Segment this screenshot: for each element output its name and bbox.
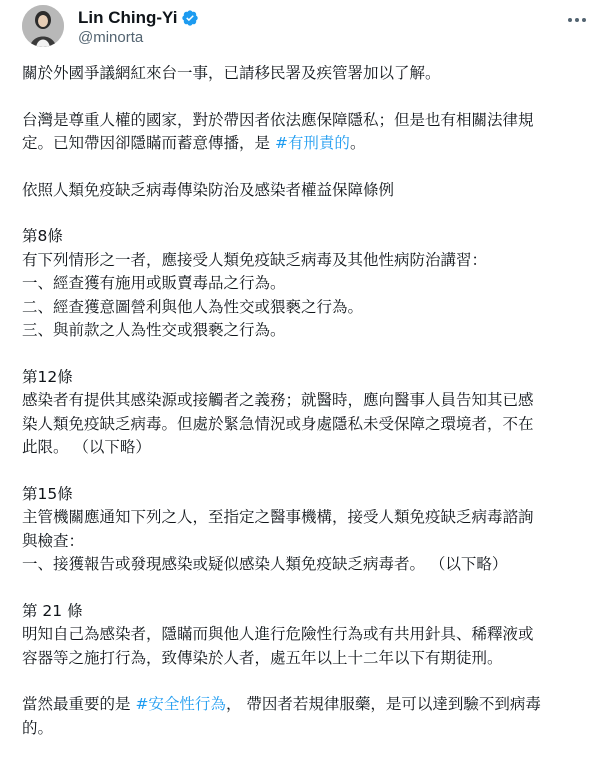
paragraph-intro: [22, 62, 588, 86]
text-fragment: 當然最重要的是: [22, 695, 136, 713]
text-line: 染人類免疫缺乏病毒。但處於緊急情況或身處隱私未受保障之環境者，不在: [22, 414, 534, 433]
text-line: 明知自己為感染者，隱瞞而與他人進行危險性行為或有共用針具、稀釋液或: [22, 625, 534, 643]
paragraph-law-title: [22, 179, 588, 203]
text-line: 關於外國爭議網紅來台一事，已請移民署及疾管署加以了解。: [22, 64, 441, 82]
text-line: 主管機關應通知下列之人，至指定之醫事機構，接受人類免疫缺乏病毒諮詢: [22, 508, 534, 526]
article-title: 第12條: [22, 367, 73, 386]
text-line: 此限。 （以下略）: [22, 438, 151, 456]
text-line: 與檢查：: [22, 531, 85, 550]
text-fragment: 定。已知帶因卻隱瞞而蓄意傳播，是: [22, 134, 275, 152]
text-line: 依照人類免疫缺乏病毒傳染防治及感染者權益保障條例: [22, 180, 395, 199]
article-15: [22, 483, 588, 577]
text-line: 二、經查獲意圖營利與他人為性交或猥褻之行為。: [22, 297, 364, 316]
article-title: 第8條: [22, 227, 63, 245]
text-line: 台灣是尊重人權的國家，對於帶因者依法應保障隱私；但是也有相關法律規: [22, 110, 534, 129]
text-line: 三、與前款之人為性交或猥褻之行為。: [22, 321, 286, 339]
text-line: [22, 693, 588, 717]
author-row: [78, 6, 199, 30]
author-name[interactable]: Lin Ching-Yi: [78, 8, 178, 27]
text-line: 有下列情形之一者，應接受人類免疫缺乏病毒及其他性病防治講習：: [22, 250, 488, 269]
avatar[interactable]: [22, 5, 64, 47]
text-fragment: 。: [349, 134, 366, 152]
paragraph-conclusion: [22, 693, 588, 740]
text-line: 容器等之施打行為，致傳染於人者，處五年以上十二年以下有期徒刑。: [22, 648, 503, 667]
article-12: [22, 366, 588, 460]
text-fragment: ， 帶因者若規律服藥，是可以達到驗不到病毒: [225, 695, 541, 713]
hashtag-link[interactable]: #有刑責的: [274, 134, 350, 152]
post-header: [0, 0, 608, 56]
verified-badge-icon: [181, 9, 199, 27]
text-line: 的。: [22, 718, 54, 737]
avatar-image: [22, 5, 64, 47]
article-21: [22, 600, 588, 671]
text-line: 一、接獲報告或發現感染或疑似感染人類免疫缺乏病毒者。 （以下略）: [22, 555, 508, 573]
text-line: [22, 132, 588, 156]
article-title: 第 21 條: [22, 601, 83, 620]
hashtag-link[interactable]: #安全性行為: [135, 695, 226, 713]
article-title: 第15條: [22, 484, 73, 503]
more-options-icon[interactable]: [566, 10, 588, 30]
text-line: 一、經查獲有施用或販賣毒品之行為。: [22, 274, 286, 292]
author-handle[interactable]: @minorta: [78, 29, 144, 46]
paragraph-privacy: [22, 109, 588, 156]
article-8: [22, 225, 588, 343]
text-line: 感染者有提供其感染源或接觸者之義務；就醫時，應向醫事人員告知其已感: [22, 391, 534, 409]
post-body: [22, 62, 588, 763]
